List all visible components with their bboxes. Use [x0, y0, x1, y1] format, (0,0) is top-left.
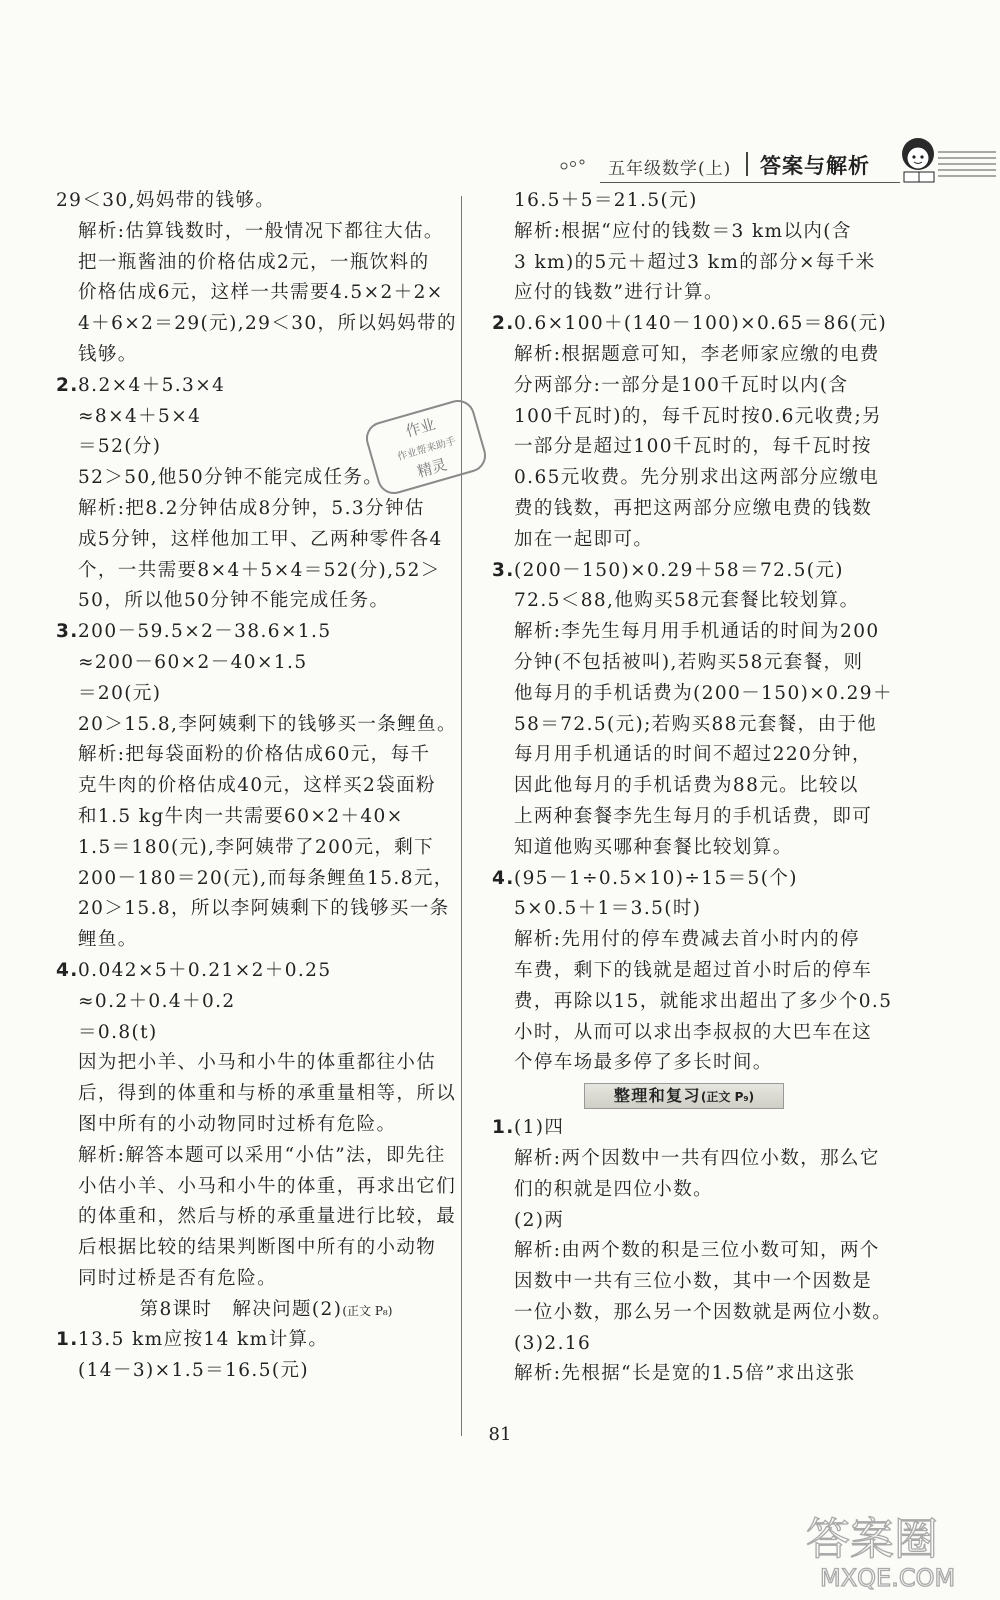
line-text: 解析:根据题意可知，李老师家应缴的电费 — [514, 343, 880, 365]
stamp-line2: 作业帮来助手 — [396, 435, 458, 463]
stamp-line3: 精灵 — [415, 455, 449, 481]
answer-line — [492, 1144, 912, 1175]
answer-line — [492, 402, 912, 433]
line-text: 知道他购买哪种套餐比较划算。 — [514, 836, 793, 858]
answer-line — [492, 1329, 912, 1360]
line-text: ≈200－60×2－40×1.5 — [78, 651, 308, 673]
line-text: 成5分钟，这样他加工甲、乙两种零件各4 — [78, 528, 443, 550]
answer-line — [56, 1110, 456, 1141]
answer-line — [492, 586, 912, 617]
line-text: 72.5＜88,他购买58元套餐比较划算。 — [514, 590, 860, 612]
answer-line — [56, 340, 456, 371]
answer-line — [492, 894, 912, 925]
line-text: (200－150)×0.29＋58＝72.5(元) — [514, 559, 844, 581]
page-reference: (正文 P₈) — [342, 1303, 393, 1318]
column-divider — [461, 196, 462, 1436]
line-text: 8.2×4＋5.3×4 — [78, 374, 226, 396]
line-text: 们的积就是四位小数。 — [514, 1178, 714, 1200]
answer-line — [56, 802, 456, 833]
line-text: 一部分是超过100千瓦时的，每千瓦时按 — [514, 436, 872, 458]
line-text: 车费，剩下的钱就是超过首小时后的停车 — [514, 959, 873, 981]
line-text: (1)四 — [514, 1117, 565, 1139]
answer-line — [56, 1018, 456, 1049]
question-line — [56, 371, 456, 402]
answer-line — [56, 525, 456, 556]
question-number: 2. — [56, 374, 79, 396]
line-text: 加在一起即可。 — [514, 528, 654, 550]
line-text: 4＋6×2＝29(元),29＜30，所以妈妈带的 — [78, 313, 457, 335]
question-number: 1. — [56, 1329, 79, 1351]
line-text: 解析:解答本题可以采用“小估”法，即先往 — [78, 1144, 446, 1166]
line-text: 后，得到的体重和与桥的承重量相等，所以 — [78, 1083, 457, 1105]
answer-line — [492, 802, 912, 833]
question-number: 4. — [492, 867, 515, 889]
line-text: ≈8×4＋5×4 — [78, 405, 202, 427]
answer-line — [492, 463, 912, 494]
page-number: 81 — [488, 1424, 512, 1445]
answer-line — [492, 248, 912, 279]
line-text: 把一瓶酱油的价格估成2元，一瓶饮料的 — [78, 251, 430, 273]
answer-line — [492, 340, 912, 371]
answer-line — [56, 648, 456, 679]
line-text: 解析:先根据“长是宽的1.5倍”求出这张 — [514, 1363, 856, 1385]
line-text: 费，再除以15，就能求出超出了多少个0.5 — [514, 990, 893, 1012]
answer-line — [56, 1172, 456, 1203]
line-text: 解析:李先生每月用手机通话的时间为200 — [514, 621, 880, 643]
line-text: 解析:由两个数的积是三位小数可知，两个 — [514, 1240, 880, 1262]
answer-line — [492, 987, 912, 1018]
answer-line — [56, 217, 456, 248]
answer-line — [56, 710, 456, 741]
answer-line — [56, 186, 456, 217]
question-line — [56, 617, 456, 648]
line-text: 解析:估算钱数时，一般情况下都往大估。 — [78, 220, 444, 242]
answer-line — [492, 1206, 912, 1237]
header-subtitle: 五年级数学(上) — [608, 159, 732, 179]
line-text: 解析:两个因数中一共有四位小数，那么它 — [514, 1147, 880, 1169]
line-text: 20＞15.8,李阿姨剩下的钱够买一条鲤鱼。 — [78, 713, 457, 735]
line-text: 解析:把8.2分钟估成8分钟，5.3分钟估 — [78, 497, 425, 519]
answer-line — [492, 617, 912, 648]
line-text: 上两种套餐李先生每月的手机话费，即可 — [514, 805, 873, 827]
line-text: 价格估成6元，这样一共需要4.5×2＋2× — [78, 282, 444, 304]
answer-line — [492, 710, 912, 741]
line-text: 同时过桥是否有危险。 — [78, 1267, 278, 1289]
answer-line — [56, 278, 456, 309]
section-heading — [584, 1083, 784, 1109]
answer-line — [56, 771, 456, 802]
line-text: 200－180＝20(元),而每条鲤鱼15.8元， — [78, 867, 454, 889]
line-text: 16.5＋5＝21.5(元) — [514, 190, 698, 211]
left-column — [56, 186, 456, 1387]
answer-line — [492, 679, 912, 710]
line-text: 他每月的手机话费为(200－150)×0.29＋ — [514, 682, 893, 704]
answer-line — [492, 740, 912, 771]
answer-line — [492, 1236, 912, 1267]
answer-line — [492, 771, 912, 802]
question-number: 2. — [492, 313, 515, 335]
line-text: (2)两 — [514, 1209, 565, 1231]
header-divider — [746, 152, 748, 176]
line-text: 后根据比较的结果判断图中所有的小动物 — [78, 1237, 437, 1259]
answer-line — [492, 1359, 912, 1390]
section-heading-text: 整理和复习 — [613, 1086, 701, 1106]
section-heading-ref: (正文 P₉) — [700, 1090, 755, 1105]
line-text: ＝20(元) — [78, 682, 162, 704]
header-underline — [600, 182, 900, 183]
line-text: 因此他每月的手机话费为88元。比较以 — [514, 775, 859, 797]
line-text: 0.65元收费。先分别求出这两部分应缴电 — [514, 467, 880, 489]
line-text: 一位小数，那么另一个因数就是两位小数。 — [514, 1301, 893, 1323]
stamp-line1: 作业 — [403, 414, 438, 441]
answer-line — [56, 833, 456, 864]
line-text: 58＝72.5(元);若购买88元套餐，由于他 — [514, 713, 878, 735]
header-title: 答案与解析 — [760, 154, 870, 178]
answer-line — [56, 894, 456, 925]
answer-line — [492, 371, 912, 402]
line-text: 因数中一共有三位小数，其中一个因数是 — [514, 1271, 873, 1293]
answer-line — [492, 1298, 912, 1329]
answer-line — [56, 1048, 456, 1079]
answer-line — [56, 740, 456, 771]
answer-line — [492, 648, 912, 679]
answer-line — [56, 556, 456, 587]
answer-line — [492, 1048, 912, 1079]
line-text: 5×0.5＋1＝3.5(时) — [514, 898, 702, 920]
line-text: 钱够。 — [78, 343, 138, 365]
question-line — [492, 864, 912, 895]
lesson-heading — [56, 1295, 456, 1326]
line-text: 图中所有的小动物同时过桥有危险。 — [78, 1113, 397, 1135]
answer-line — [492, 833, 912, 864]
answer-line — [492, 925, 912, 956]
line-text: (3)2.16 — [514, 1332, 592, 1354]
line-text: ≈0.2＋0.4＋0.2 — [78, 990, 236, 1012]
answer-line — [56, 987, 456, 1018]
question-line — [492, 1113, 912, 1144]
line-text: (14－3)×1.5＝16.5(元) — [78, 1360, 309, 1382]
line-text: 解析:把每袋面粉的价格估成60元，每千 — [78, 744, 431, 766]
watermark-url: MXQE.COM — [820, 1564, 956, 1592]
page-header — [560, 140, 1000, 190]
line-text: 每月用手机通话的时间不超过220分钟， — [514, 744, 872, 766]
line-text: 1.5＝180(元),李阿姨带了200元，剩下 — [78, 836, 435, 858]
right-column — [492, 186, 912, 1390]
line-text: 小估小羊、小马和小牛的体重，再求出它们 — [78, 1175, 457, 1197]
answer-line — [56, 1233, 456, 1264]
answer-line — [492, 1267, 912, 1298]
answer-line — [492, 1175, 912, 1206]
answer-line — [56, 864, 456, 895]
answer-line — [56, 494, 456, 525]
question-number: 3. — [56, 621, 79, 643]
question-line — [492, 309, 912, 340]
line-text: 因为把小羊、小马和小牛的体重都往小估 — [78, 1052, 437, 1074]
line-text: 0.042×5＋0.21×2＋0.25 — [78, 959, 332, 981]
line-text: ＝52(分) — [78, 436, 162, 458]
answer-line — [56, 1202, 456, 1233]
answer-line — [492, 1018, 912, 1049]
line-text: 费的钱数，再把这两部分应缴电费的钱数 — [514, 497, 873, 519]
line-text: 200－59.5×2－38.6×1.5 — [78, 621, 332, 643]
answer-line — [56, 1264, 456, 1295]
answer-line — [56, 586, 456, 617]
question-line — [492, 556, 912, 587]
answer-line — [56, 309, 456, 340]
answer-line — [56, 1356, 456, 1387]
question-number: 4. — [56, 959, 79, 981]
line-text: 第8课时 解决问题(2) — [139, 1298, 343, 1320]
question-line — [56, 1325, 456, 1356]
line-text: 的体重和，然后与桥的承重量进行比较，最 — [78, 1206, 457, 1228]
line-text: 13.5 km应按14 km计算。 — [78, 1329, 329, 1351]
mascot-reading-icon — [888, 132, 998, 190]
line-text: 克牛肉的价格估成40元，这样买2袋面粉 — [78, 775, 436, 797]
site-watermark — [800, 1504, 990, 1594]
line-text: 分两部分:一部分是100千瓦时以内(含 — [514, 374, 849, 396]
answer-line — [492, 956, 912, 987]
line-text: 100千瓦时)的，每千瓦时按0.6元收费;另 — [514, 405, 882, 427]
line-text: 解析:先用付的停车费减去首小时内的停 — [514, 929, 860, 951]
line-text: 鲤鱼。 — [78, 929, 138, 951]
line-text: 3 km)的5元＋超过3 km的部分×每千米 — [514, 251, 876, 273]
answer-line — [492, 525, 912, 556]
answer-line — [492, 432, 912, 463]
line-text: 个停车场最多停了多长时间。 — [514, 1052, 773, 1074]
line-text: (95－1÷0.5×10)÷15＝5(个) — [514, 867, 798, 889]
answer-line — [56, 679, 456, 710]
answer-line — [492, 494, 912, 525]
answer-line — [56, 1141, 456, 1172]
line-text: 应付的钱数”进行计算。 — [514, 282, 724, 304]
watermark-text: 答案圈 — [806, 1514, 938, 1565]
answer-line — [56, 925, 456, 956]
answer-line — [56, 248, 456, 279]
line-text: ＝0.8(t) — [78, 1021, 158, 1043]
answer-line — [492, 278, 912, 309]
question-number: 1. — [492, 1117, 515, 1139]
question-line — [56, 956, 456, 987]
line-text: 分钟(不包括被叫),若购买58元套餐，则 — [514, 651, 864, 673]
line-text: 个，一共需要8×4＋5×4＝52(分),52＞ — [78, 559, 441, 581]
line-text: 20＞15.8，所以李阿姨剩下的钱够买一条 — [78, 898, 450, 920]
line-text: 0.6×100＋(140－100)×0.65＝86(元) — [514, 313, 888, 335]
line-text: 29＜30,妈妈带的钱够。 — [56, 190, 276, 211]
decorative-dots-icon — [560, 158, 590, 172]
line-text: 小时，从而可以求出李叔叔的大巴车在这 — [514, 1021, 873, 1043]
line-text: 50，所以他50分钟不能完成任务。 — [78, 590, 390, 612]
answer-line — [492, 217, 912, 248]
line-text: 解析:根据“应付的钱数＝3 km以内(含 — [514, 220, 852, 242]
line-text: 和1.5 kg牛肉一共需要60×2＋40× — [78, 805, 404, 827]
question-number: 3. — [492, 559, 515, 581]
answer-line — [56, 1079, 456, 1110]
answer-line — [492, 186, 912, 217]
line-text: 52＞50,他50分钟不能完成任务。 — [78, 467, 384, 489]
